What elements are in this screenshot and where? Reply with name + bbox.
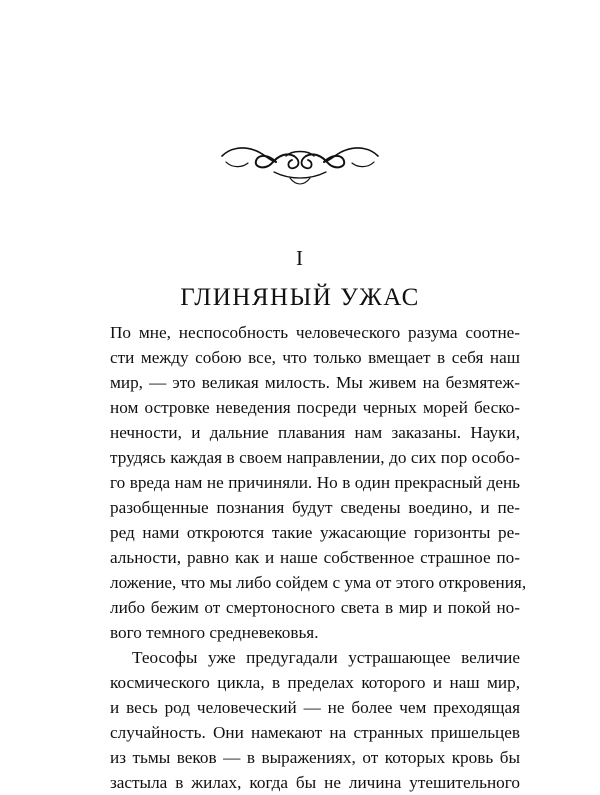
text-line: альности, равно как и наше собственное страшное по- xyxy=(110,548,520,567)
chapter-number: I xyxy=(296,246,304,270)
text-line: мир, — это великая милость. Мы живем на безмятеж- xyxy=(110,373,520,392)
text-line: и весь род человеческий — не более чем преходящая xyxy=(110,698,520,717)
text-line: ложение, что мы либо сойдем с ума от этого откровения, xyxy=(110,573,527,592)
text-line: ном островке неведения посреди черных морей беско- xyxy=(110,398,520,417)
text-line: застыла в жилах, когда бы не личина утешительного xyxy=(110,773,520,792)
text-line: Теософы уже предугадали устрашающее величие xyxy=(132,648,520,667)
chapter-title: ГЛИНЯНЫЙ УЖАС xyxy=(180,284,420,311)
text-line: космического цикла, в пределах которого и наш мир, xyxy=(110,673,520,692)
text-line: нечности, и дальние плавания нам заказаны. Науки, xyxy=(110,423,520,442)
text-line: либо бежим от смертоносного света в мир и покой но- xyxy=(110,598,520,617)
text-line: вого темного средневековья. xyxy=(110,623,319,642)
text-line: ред нами откроются такие ужасающие горизонты ре- xyxy=(110,523,520,542)
body-text xyxy=(110,320,527,795)
text-line: По мне, неспособность человеческого разума соотне- xyxy=(110,323,520,342)
text-line: из тьмы веков — в выражениях, от которых кровь бы xyxy=(110,748,520,767)
text-line: го вреда нам не причиняли. Но в один прекрасный день xyxy=(110,473,520,492)
text-line: сти между собою все, что только вмещает в себя наш xyxy=(110,348,520,367)
text-line: случайность. Они намекают на странных пришельцев xyxy=(110,723,520,742)
text-line: трудясь каждая в своем направлении, до сих пор особо- xyxy=(110,448,520,467)
text-line: разобщенные познания будут сведены воедино, и пе- xyxy=(110,498,520,517)
decorative-flourish-icon xyxy=(220,132,380,190)
